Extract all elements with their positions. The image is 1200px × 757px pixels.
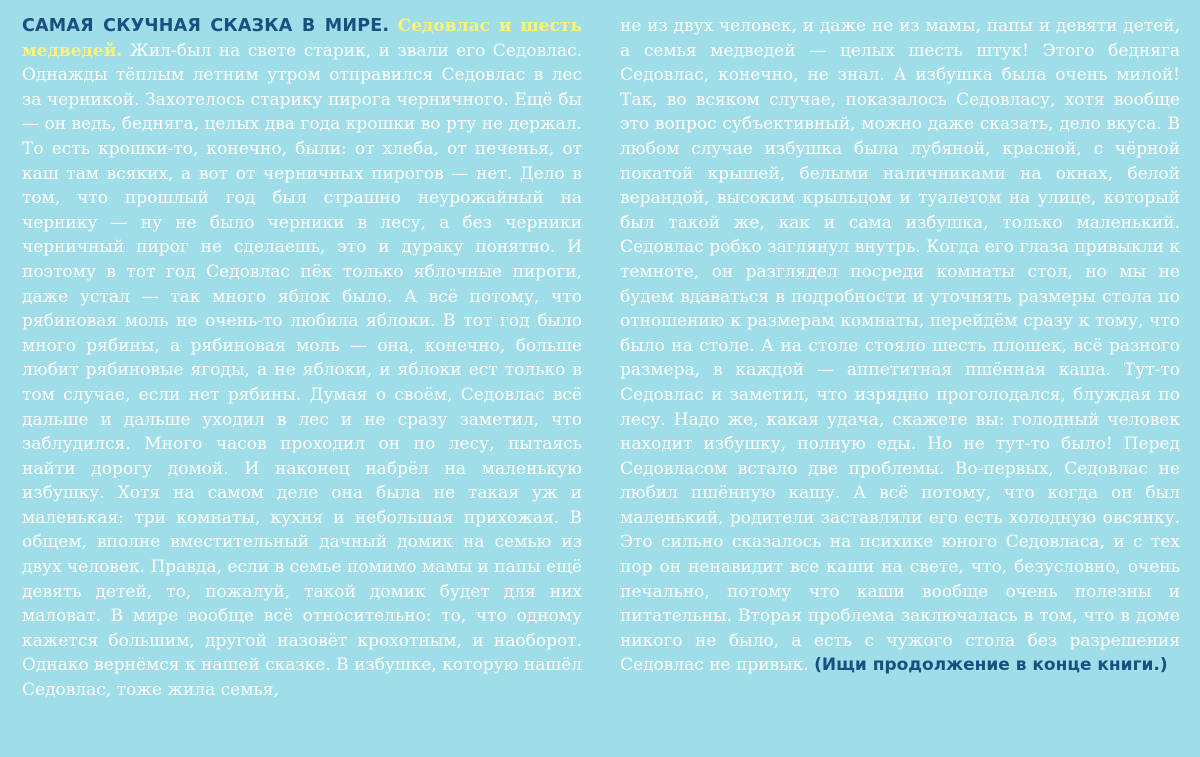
continuation-note: (Ищи продолжение в конце книги.) [814, 655, 1168, 676]
right-column [620, 14, 1180, 678]
story-title: САМАЯ СКУЧНАЯ СКАЗКА В МИРЕ. [22, 16, 390, 36]
left-column-text: Жил-был на свете старик, и звали его Седовлас. Однажды тёплым летним утром отправился Седовлас в лес за черникой. Захотелось старику пирога черничного. Ещё бы — он ведь, бедняга, целых два года крошки во рту не держал. То есть крошки-то, конечно, были: от хлеба, от печенья, от каш там всяких, а вот от черничных пирогов — нет. Дело в том, что прошлый год был страшно неурожайный на чернику — ну не было черники в лесу, а без черники черничный пирог не сделаешь, это и дураку понятно. И поэтому в тот год Седовлас пёк только яблочные пироги, даже устал — так много яблок было. А всё потому, что рябиновая моль не очень-то любила яблоки. В тот год было много рябины, а рябиновая моль — она, конечно, больше любит рябиновые ягоды, а не яблоки, и яблоки ест только в том случае, если нет рябины. Думая о своём, Седовлас всё дальше и дальше уходил в лес и не сразу заметил, что заблудился. Много часов проходил он по лесу, пытаясь найти дорогу домой. И наконец набрёл на маленькую избушку. Хотя на самом деле она была не такая уж и маленькая: три комнаты, кухня и небольшая прихожая. В общем, вполне вместительный дачный домик на семью из двух человек. Правда, если в семье помимо мамы и папы ещё девять детей, то, пожалуй, такой домик будет для них маловат. В мире вообще всё относительно: то, что одному кажется большим, другой назовёт крохотным, и наоборот. Однако вернёмся к нашей сказке. В избушке, которую нашёл Седовлас, тоже жила семья, [22, 40, 583, 701]
left-column [22, 14, 582, 703]
right-column-text: не из двух человек, и даже не из мамы, папы и девяти детей, а семья медведей — целых шесть штук! Этого беднягa Седовлас, конечно, не знал. А избушка была очень милой! Так, во всяком случае, показалось Седовласу, хотя вообще это вопрос субъективный, можно даже сказать, дело вкуса. В любом случае избушка была лубяной, красной, с чёрной покатой крышей, белыми наличниками на окнах, белой верандой, высоким крыльцом и туалетом на улице, который был такой же, как и сама избушка, только маленький. Седовлас робко заглянул внутрь. Когда его глаза привыкли к темноте, он разглядел посреди комнаты стол, но мы не будем вдаваться в подробности и уточнять размеры стола по отношению к размерам комнаты, перейдём сразу к тому, что было на столе. А на столе стояло шесть плошек, всё разного размера, в каждой — аппетитная пшённая каша. Тут-то Седовлас и заметил, что изрядно проголодался, блуждая по лесу. Надо же, какая удача, скажете вы: голодный человек находит избушку, полную еды. Но не тут-то было! Перед Седовласом встало две проблемы. Во-первых, Седовлас не любил пшённую кашу. А всё потому, что когда он был маленький, родители заставляли его есть холодную овсянку. Это сильно сказалось на психике юного Седовласа, и с тех пор он ненавидит все каши на свете, что, безусловно, очень печально, потому что каши вообще очень полезны и питательны. Вторая проблема заключалась в том, что в доме никого не было, а есть с чужого стола без разрешения Седовлас не привык. [620, 16, 1180, 676]
story-subtitle: Седовлас и шесть медведей. [22, 16, 583, 61]
